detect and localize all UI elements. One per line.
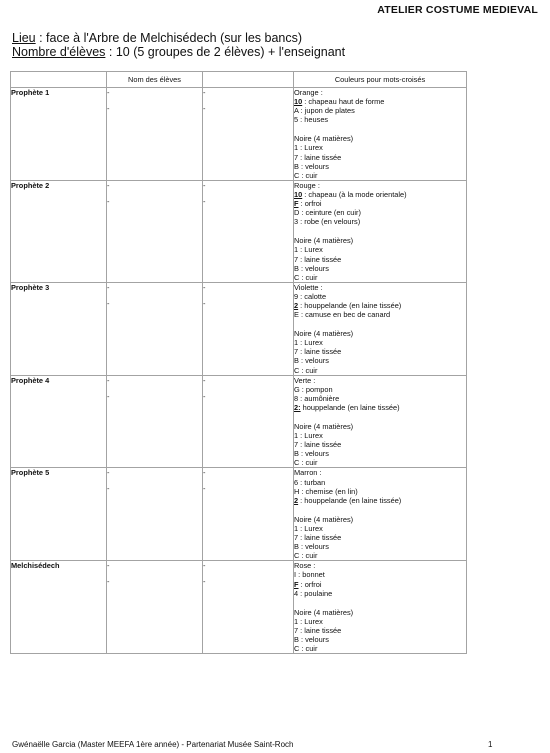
black-material-item: 7 : laine tissée [294,254,342,264]
item-separator: : [299,486,306,496]
black-material-item: B : velours [294,161,329,171]
costume-item [294,310,466,319]
student-name-blank: - [203,484,206,494]
item-code: D [294,208,300,218]
color-name: Verte : [294,375,316,385]
costume-colors-cell [294,468,467,561]
item-code: 2 [294,300,299,310]
item-code: A [294,106,299,116]
role-name: Melchisédech [11,561,107,654]
header-student-names: Nom des élèves [107,72,203,88]
color-name: Violette : [294,282,323,292]
table-row [11,282,467,375]
item-code: 10 [294,97,303,107]
student-name-blank: - [107,391,110,401]
table-row [11,375,467,468]
item-separator: : [298,579,305,589]
item-code: 2: [294,402,301,412]
item-text: camuse en bec de canard [305,310,391,320]
item-code: 4 [294,588,299,598]
costume-item [294,115,466,124]
costume-item [294,403,466,412]
black-materials-title: Noire (4 matières) [294,607,354,617]
role-name: Prophète 1 [11,88,107,181]
color-name: Orange : [294,88,323,97]
costume-item [294,106,466,115]
item-separator: : [302,189,309,199]
spacer [294,319,466,329]
student-count-line [12,45,345,59]
item-text: houppelande (en laine tissée) [304,495,402,505]
black-material-item: 1 : Lurex [294,338,323,348]
student-name-blank: - [203,375,206,385]
table-row [11,561,467,654]
spacer [294,598,466,608]
costume-colors-cell [294,561,467,654]
black-materials-title: Noire (4 matières) [294,422,354,431]
student-name-blank: - [203,104,206,113]
item-separator: : [302,97,309,107]
table-row [11,468,467,561]
item-separator: : [296,570,303,580]
student-cell [203,468,294,561]
costume-item [294,496,466,505]
item-code: E [294,310,299,320]
item-code: 5 [294,115,299,125]
item-separator: : [299,384,306,394]
student-name-blank: - [203,196,206,206]
item-separator: : [298,291,305,301]
student-cell [107,375,203,468]
black-material-item: 1 : Lurex [294,616,323,626]
student-cell [203,180,294,282]
item-separator: : [299,208,306,218]
item-text: turban [304,477,326,487]
item-text: ceinture (en cuir) [305,208,361,218]
table-body [11,88,467,654]
student-name-blank: - [203,561,206,571]
student-name-blank: - [107,88,110,97]
item-separator: : [298,393,305,403]
black-material-item: B : velours [294,263,329,273]
black-material-item: C : cuir [294,644,318,654]
black-material-item: B : velours [294,634,329,644]
black-material-item: 7 : laine tissée [294,440,342,450]
student-name-blank: - [107,180,110,190]
role-name: Prophète 3 [11,282,107,375]
student-name-blank: - [107,375,110,385]
costume-item [294,487,466,496]
costume-item [294,292,466,301]
student-name-blank: - [203,180,206,190]
footer-credit: Gwénaëlle Garcia (Master MEEFA 1ère année) - Partenariat Musée Saint-Roch [12,740,294,749]
student-cell [107,561,203,654]
costume-item [294,385,466,394]
student-name-blank: - [107,468,110,478]
location-label: Lieu [12,31,36,45]
black-materials-title: Noire (4 matières) [294,329,354,339]
item-separator: : [298,106,305,116]
item-text: calotte [304,291,327,301]
item-separator: : [298,477,305,487]
costume-item [294,478,466,487]
costume-item [294,208,466,217]
student-name-blank: - [107,104,110,113]
black-material-item: 1 : Lurex [294,245,323,255]
header-student-names-2 [203,72,294,88]
item-separator: : [298,310,306,320]
document-title: ATELIER COSTUME MEDIEVAL [377,4,538,16]
item-text: bonnet [302,570,325,580]
student-name-blank: - [203,88,206,97]
item-text: houppelande (en laine tissée) [302,402,400,412]
location-line [12,31,345,45]
item-code: H [294,486,300,496]
student-name-blank: - [203,468,206,478]
spacer [294,226,466,236]
spacer [294,505,466,515]
black-material-item: B : velours [294,542,329,552]
costume-item [294,394,466,403]
student-name-blank: - [203,577,206,587]
header-role [11,72,107,88]
location-value: : face à l'Arbre de Melchisédech (sur les bancs) [35,31,303,45]
student-name-blank: - [107,282,110,292]
black-material-item: 1 : Lurex [294,523,323,533]
item-separator: : [298,115,305,125]
costume-item [294,570,466,579]
role-name: Prophète 4 [11,375,107,468]
student-cell [203,88,294,181]
item-separator: : [298,495,305,505]
table-row [11,180,467,282]
student-count-label: Nombre d'élèves [12,45,106,59]
item-text: chemise (en lin) [305,486,358,496]
costume-item [294,589,466,598]
student-cell [107,180,203,282]
black-material-item: C : cuir [294,170,318,180]
item-code: I [294,570,297,580]
item-text: robe (en velours) [304,217,361,227]
student-cell [203,561,297,654]
student-name-blank: - [107,196,110,206]
costume-colors-cell [294,375,467,468]
item-code: 2 [294,495,299,505]
student-name-blank: - [107,577,110,587]
item-separator: : [298,588,305,598]
item-code: F [294,199,299,209]
costume-item [294,580,466,589]
item-text: heuses [304,115,329,125]
student-cell [203,375,294,468]
page-number: 1 [488,740,493,749]
student-cell [107,88,203,181]
black-materials-title: Noire (4 matières) [294,514,354,524]
black-material-item: 1 : Lurex [294,431,323,441]
black-material-item: 7 : laine tissée [294,625,342,635]
spacer [294,124,466,134]
item-text: poulaine [304,588,333,598]
item-text: jupon de plates [304,106,355,116]
black-material-item: 7 : laine tissée [294,152,342,162]
item-text: houppelande (en laine tissée) [304,300,402,310]
groups-table [10,71,467,654]
intro-block [12,31,345,59]
black-material-item: C : cuir [294,458,318,468]
costume-item [294,199,466,208]
student-name-blank: - [107,484,110,494]
black-material-item: C : cuir [294,365,318,375]
black-material-item: B : velours [294,356,329,366]
student-count-value: : 10 (5 groupes de 2 élèves) + l'enseignant [105,45,346,59]
item-code: F [294,579,299,589]
table-header-row [11,72,467,88]
color-name: Rouge : [294,180,320,190]
student-name-blank: - [107,561,110,571]
black-material-item: 1 : Lurex [294,143,323,153]
student-name-blank: - [107,298,110,308]
item-separator: : [298,300,305,310]
item-code: G [294,384,300,394]
costume-item [294,190,466,199]
item-code: 9 [294,291,299,301]
item-text: aumônière [304,393,340,403]
costume-item [294,301,466,310]
role-name: Prophète 2 [11,180,107,282]
black-material-item: 7 : laine tissée [294,533,342,543]
student-cell [107,282,203,375]
black-materials-title: Noire (4 matières) [294,236,354,246]
item-code: 8 [294,393,299,403]
black-material-item: C : cuir [294,272,318,282]
item-text: pompon [305,384,333,394]
color-name: Marron : [294,468,322,478]
black-material-item: C : cuir [294,551,318,561]
black-materials-title: Noire (4 matières) [294,134,354,144]
role-name: Prophète 5 [11,468,107,561]
item-separator: : [298,217,305,227]
black-material-item: 7 : laine tissée [294,347,342,357]
item-separator: : [298,199,305,209]
costume-item [294,217,466,226]
black-material-item: B : velours [294,449,329,459]
student-name-blank: - [203,298,206,308]
student-name-blank: - [203,282,206,292]
student-cell [203,282,294,375]
item-code: 10 [294,189,303,199]
costume-colors-cell [294,180,467,282]
item-code: 3 [294,217,299,227]
costume-item [294,97,466,106]
color-name: Rose : [294,561,316,571]
item-text: chapeau (à la mode orientale) [308,189,407,199]
item-text: chapeau haut de forme [308,97,385,107]
student-name-blank: - [203,391,206,401]
item-code: 6 [294,477,299,487]
student-cell [107,468,203,561]
costume-colors-cell [294,282,467,375]
item-text: orfroi [304,199,322,209]
header-colors: Couleurs pour mots-croisés [294,72,467,88]
spacer [294,412,466,422]
costume-colors-cell [294,88,467,181]
item-text: orfroi [304,579,322,589]
table-row [11,88,467,181]
